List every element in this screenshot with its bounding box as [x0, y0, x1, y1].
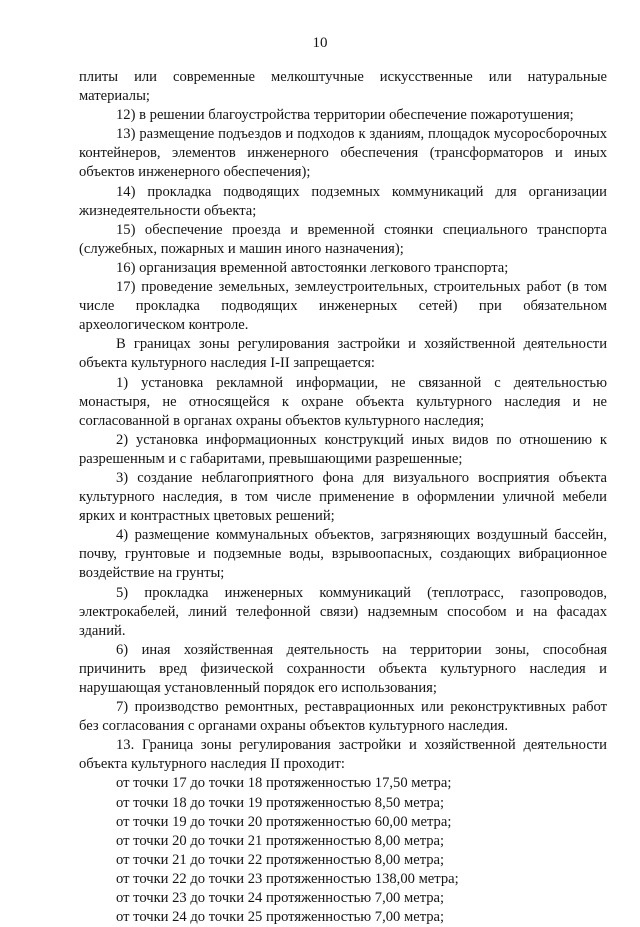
boundary-segment: от точки 18 до точки 19 протяженностью 8,50 метра;: [116, 794, 445, 811]
boundary-segment: от точки 20 до точки 21 протяженностью 8,00 метра;: [116, 832, 445, 849]
paragraph-continuation: плиты или современные мелкоштучные искусственные или натуральные материалы;: [79, 69, 607, 105]
list-item-17: 17) проведение земельных, землеустроительных, строительных работ (в том числе прокладка подводящих инженерных сетей) при обязательном археологическом контроле.: [79, 279, 607, 334]
prohibition-item-2: 2) установка информационных конструкций иных видов по отношению к разрешенным и с габаритами, превышающими разрешенные;: [79, 431, 607, 467]
prohibition-item-3: 3) создание неблагоприятного фона для визуального восприятия объекта культурного наследия, в том числе применение в оформлении уличной мебели ярких и контрастных цветовых решений;: [79, 469, 607, 525]
boundary-segment: от точки 21 до точки 22 протяженностью 8,00 метра;: [116, 851, 445, 868]
prohibition-item-1: 1) установка рекламной информации, не связанной с деятельностью монастыря, не относящейся к охране объекта культурного наследия и не согласованной в органах охраны объектов культурного наследия;: [79, 374, 607, 429]
boundary-segments-list: [79, 774, 607, 927]
prohibition-item-6: 6) иная хозяйственная деятельность на территории зоны, способная причинить вред физической сохранности объекта культурного наследия и нарушающая установленный порядок его использования;: [79, 641, 607, 696]
boundary-segment: от точки 22 до точки 23 протяженностью 138,00 метра;: [116, 870, 459, 887]
document-body: [79, 68, 607, 927]
prohibition-item-7: 7) производство ремонтных, реставрационных или реконструктивных работ без согласования с органами охраны объектов культурного наследия.: [79, 699, 607, 735]
prohibitions-intro-paragraph: В границах зоны регулирования застройки и хозяйственной деятельности объекта культурного наследия I-II запрещается:: [79, 336, 607, 372]
prohibition-item-4: 4) размещение коммунальных объектов, загрязняющих воздушный бассейн, почву, грунтовые и подземные воды, взрывоопасных, создающих вибрационное воздействие на грунты;: [79, 527, 607, 582]
page-number: 10: [312, 35, 328, 51]
list-item-15: 15) обеспечение проезда и временной стоянки специального транспорта (служебных, пожарных и машин иного назначения);: [79, 221, 607, 257]
boundary-segment: от точки 17 до точки 18 протяженностью 17,50 метра;: [116, 775, 452, 792]
prohibition-item-5: 5) прокладка инженерных коммуникаций (теплотрасс, газопроводов, электрокабелей, линий телефонной связи) надземным способом и на фасадах зданий.: [79, 584, 607, 639]
section-13-paragraph: 13. Граница зоны регулирования застройки и хозяйственной деятельности объекта культурного наследия II проходит:: [79, 737, 607, 773]
list-item-16: 16) организация временной автостоянки легкового транспорта;: [116, 259, 509, 276]
list-item-13: 13) размещение подъездов и подходов к зданиям, площадок мусоросборочных контейнеров, элементов инженерного обеспечения (трансформаторов и иных объектов инженерного обеспечения);: [79, 126, 607, 181]
list-item-14: 14) прокладка подводящих подземных коммуникаций для организации жизнедеятельности объекта;: [79, 183, 607, 219]
boundary-segment: от точки 19 до точки 20 протяженностью 60,00 метра;: [116, 813, 452, 830]
boundary-segment: от точки 24 до точки 25 протяженностью 7,00 метра;: [116, 909, 445, 926]
boundary-segment: от точки 23 до точки 24 протяженностью 7,00 метра;: [116, 890, 445, 907]
list-item-12: 12) в решении благоустройства территории обеспечение пожаротушения;: [116, 107, 574, 124]
